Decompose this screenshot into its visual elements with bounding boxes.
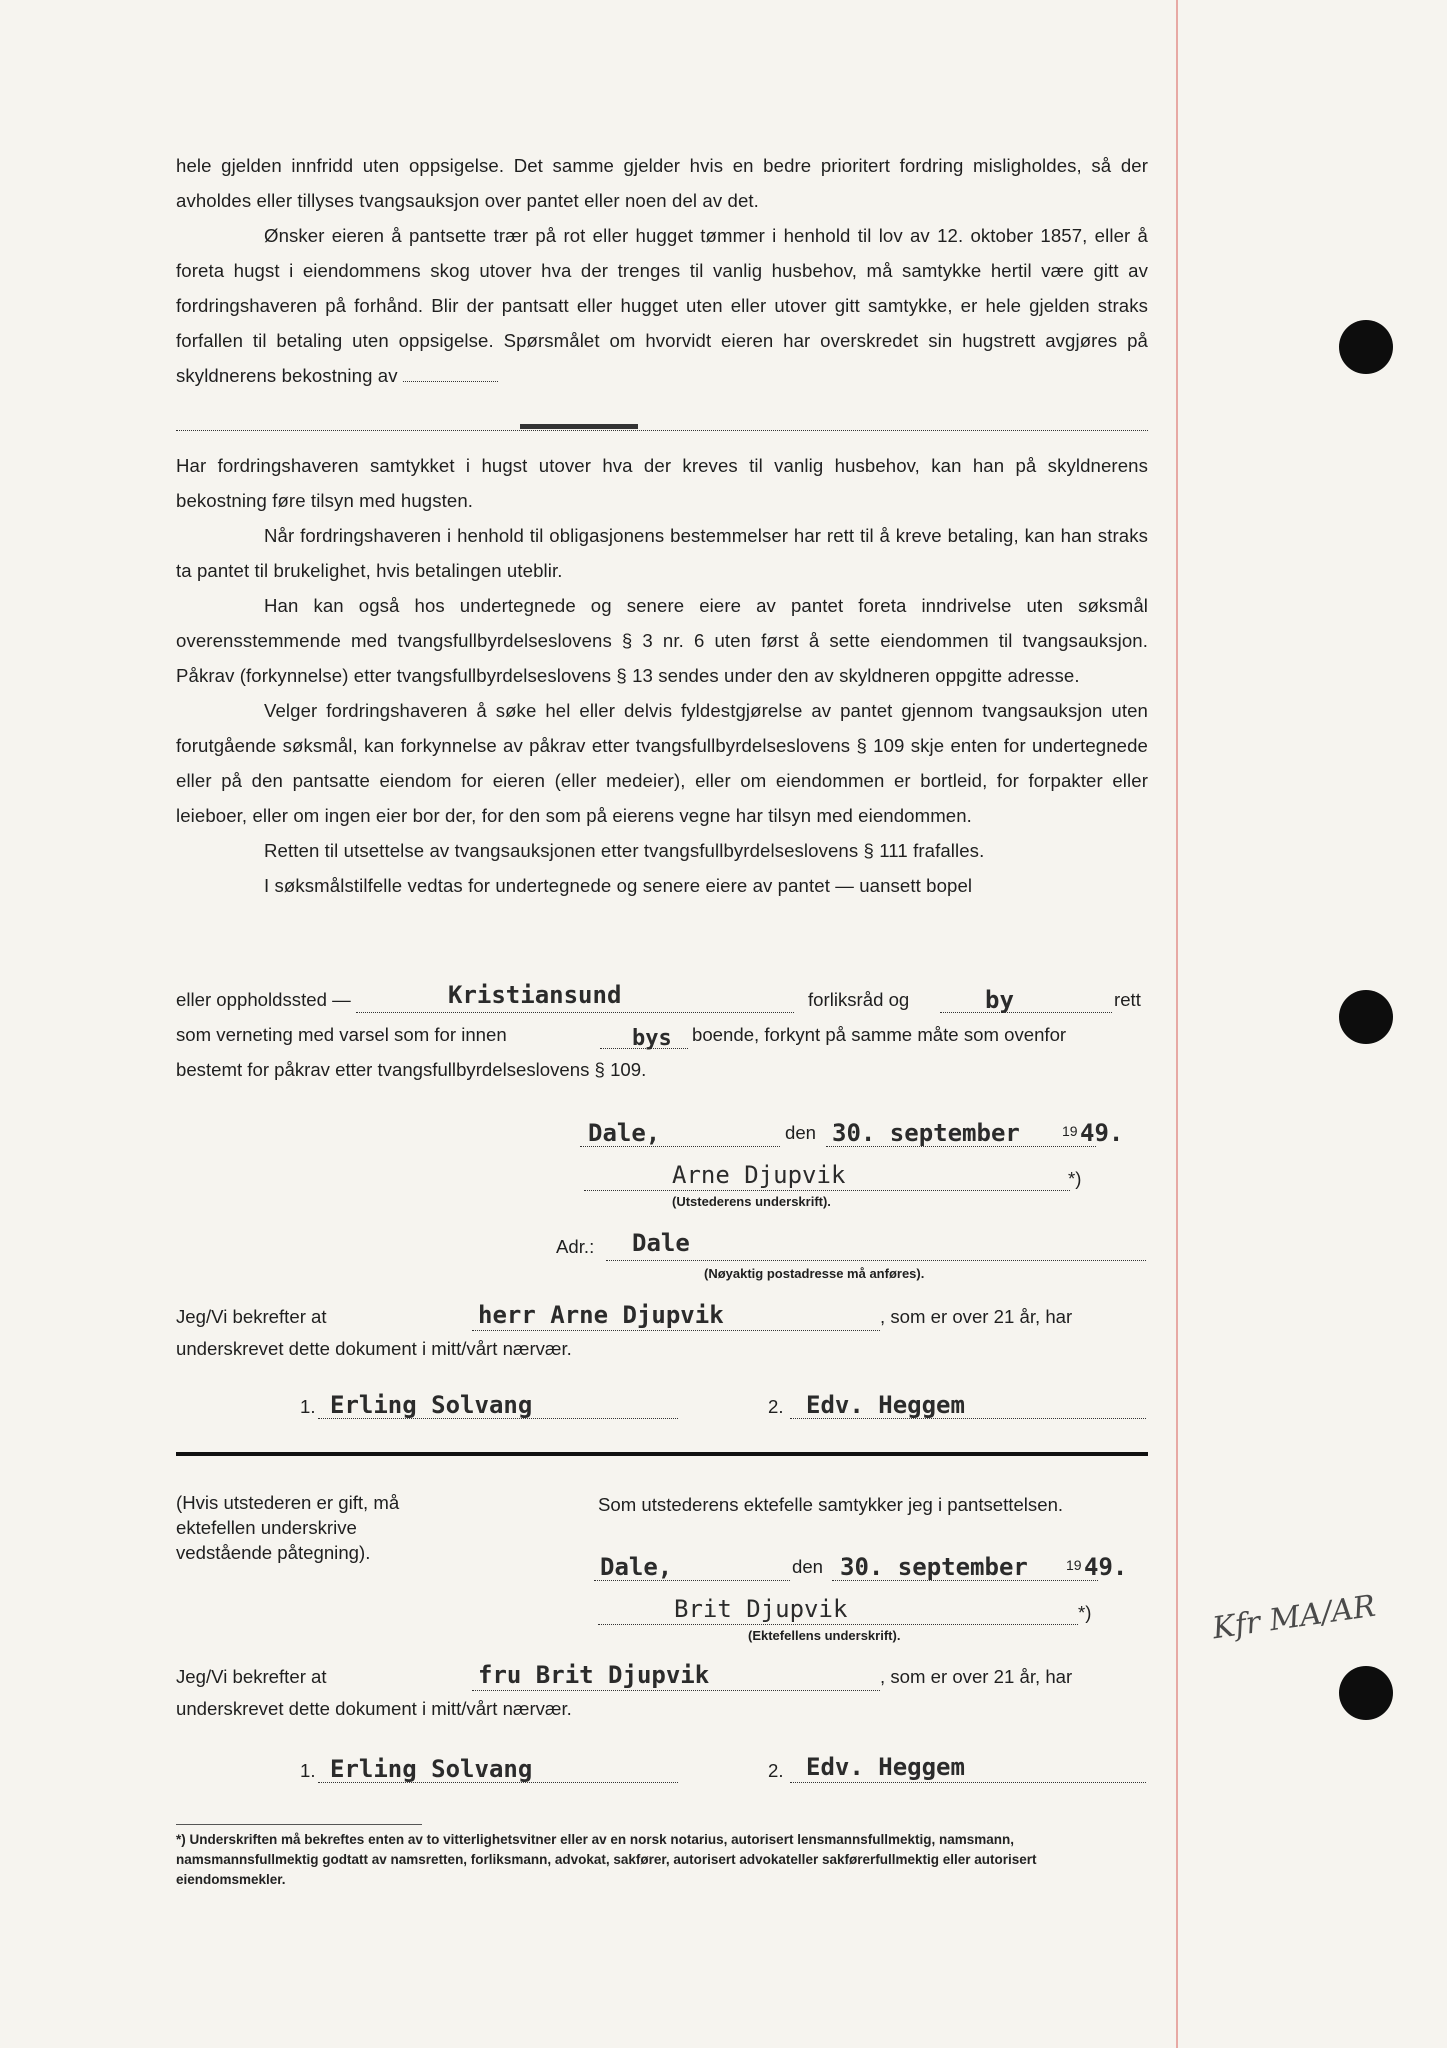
witness-subject-name: herr Arne Djupvik: [478, 1301, 724, 1329]
signature-footnote-mark: *): [1068, 1168, 1082, 1189]
witness-2-signature: Edv. Heggem: [806, 1391, 965, 1419]
red-margin-line: [1176, 0, 1178, 2048]
witness-intro: Jeg/Vi bekrefter at: [176, 1666, 327, 1687]
struck-fill: [520, 424, 638, 429]
issuer-signature-label: (Utstederens underskrift).: [672, 1194, 831, 1209]
address-label: Adr.:: [556, 1236, 595, 1257]
witness-after: , som er over 21 år, har: [880, 1666, 1073, 1687]
issuer-place: Dale,: [588, 1119, 661, 1147]
punch-hole-icon: [1339, 320, 1393, 374]
blank-line: [176, 430, 1148, 431]
address-line: [606, 1260, 1146, 1261]
blank-line: [940, 1012, 1112, 1013]
spouse-signature: Brit Djupvik: [674, 1595, 848, 1623]
witness-1-signature: Erling Solvang: [330, 1391, 533, 1419]
venue-court: by: [985, 986, 1014, 1014]
spouse-year-prefix: 19: [1066, 1557, 1082, 1573]
signature-line: [598, 1624, 1078, 1625]
mortgage-terms-top: [176, 148, 1148, 393]
venue-line2-prefix: som verneting med varsel som for innen: [176, 1024, 507, 1045]
paragraph: Velger fordringshaveren å søke hel eller delvis fyldestgjørelse av pantet gjennom tvangsauksjon uten forutgående søksmål, kan forkynnelse av påkrav etter tvangsfullbyrdelseslovens § 109 skje enten for undertegnede eller på den pantsatte eiendom for eieren (eller medeier), eller om eiendommen er bortleid, for forpakter eller leieboer, eller om ingen eier bor der, for den som på eierens vegne har tilsyn med eiendommen.: [176, 700, 1148, 826]
paragraph: Ønsker eieren å pantsette trær på rot eller hugget tømmer i henhold til lov av 12. oktober 1857, eller å foreta hugst i eiendommens skog utover hva der trenges til vanlig husbehov, må samtykke hertil være gitt av fordringshaveren på forhånd. Blir der pantsatt eller hugget uten eller utover gitt samtykke, er hele gjelden straks forfallen til betaling uten oppsigelse. Spørsmålet om hvorvidt eieren har overskredet sin hugstrett avgjøres på skyldnerens bekostning av: [176, 225, 1148, 386]
venue-line3: bestemt for påkrav etter tvangsfullbyrdelseslovens § 109.: [176, 1059, 647, 1080]
witness-number: 2.: [768, 1396, 784, 1417]
spouse-place: Dale,: [600, 1553, 673, 1581]
venue-suffix: rett: [1114, 989, 1141, 1010]
punch-hole-icon: [1339, 990, 1393, 1044]
paragraph: Når fordringshaveren i henhold til obligasjonens bestemmelser har rett til å kreve betaling, kan han straks ta pantet til brukelighet, hvis betalingen uteblir.: [176, 525, 1148, 581]
blank-line: [472, 1330, 880, 1331]
blank-line: [356, 1012, 794, 1013]
paragraph: Retten til utsettelse av tvangsauksjonen etter tvangsfullbyrdelseslovens § 111 frafalles.: [264, 840, 985, 861]
issuer-date: 30. september: [832, 1119, 1020, 1147]
witness-number: 2.: [768, 1760, 784, 1781]
address-value: Dale: [632, 1229, 690, 1257]
signature-footnote-mark: *): [1078, 1602, 1092, 1623]
venue-line2-suffix: boende, forkynt på samme måte som ovenfor: [692, 1024, 1067, 1045]
punch-hole-icon: [1339, 1666, 1393, 1720]
blank-line: [403, 380, 498, 382]
paragraph: I søksmålstilfelle vedtas for undertegnede og senere eiere av pantet — uansett bopel: [264, 875, 973, 896]
blank-line: [594, 1580, 790, 1581]
section-divider: [176, 1452, 1148, 1456]
paragraph: Han kan også hos undertegnede og senere eiere av pantet foreta inndrivelse uten søksmål overensstemmende med tvangsfullbyrdelseslovens § 3 nr. 6 uten først å sette eiendommen til tvangsauksjon. Påkrav (forkynnelse) etter tvangsfullbyrdelseslovens § 13 sendes under den av skyldneren oppgitte adresse.: [176, 595, 1148, 686]
venue-mid: forliksråd og: [808, 989, 910, 1010]
issuer-year-prefix: 19: [1062, 1123, 1078, 1139]
address-caption: (Nøyaktig postadresse må anføres).: [704, 1266, 925, 1281]
paragraph: hele gjelden innfridd uten oppsigelse. Det samme gjelder hvis en bedre prioritert fordring misligholdes, så der avholdes eller tillyses tvangsauksjon over pantet eller noen del av det.: [176, 155, 1148, 211]
issuer-den: den: [785, 1122, 817, 1143]
witness-line: [790, 1782, 1146, 1783]
venue-place: Kristiansund: [448, 981, 622, 1009]
witness-1-signature: Erling Solvang: [330, 1755, 533, 1783]
mortgage-terms-middle: [176, 448, 1148, 903]
issuer-signature: Arne Djupvik: [672, 1161, 846, 1189]
spouse-signature-label: (Ektefellens underskrift).: [748, 1628, 901, 1643]
witness-2-signature: Edv. Heggem: [806, 1753, 965, 1781]
footnote: *) Underskriften må bekreftes enten av to vitterlighetsvitner eller av en norsk notarius, autorisert lensmannsfullmektig, namsmann, namsmannsfullmektig godtatt av namsretten, forliksmann, advokat, sakfører, autorisert advokateller sakførerfullmektig eller autorisert eiendomsmekler.: [176, 1832, 1037, 1887]
witness-number: 1.: [300, 1396, 316, 1417]
spouse-date: 30. september: [840, 1553, 1028, 1581]
spouse-den: den: [792, 1556, 824, 1577]
witness-subject-name: fru Brit Djupvik: [478, 1661, 710, 1689]
witness-after: , som er over 21 år, har: [880, 1306, 1073, 1327]
venue-line2-fill: bys: [632, 1026, 672, 1051]
witness-number: 1.: [300, 1760, 316, 1781]
spouse-consent: Som utstederens ektefelle samtykker jeg i pantsettelsen.: [598, 1494, 1064, 1515]
venue-prefix: eller oppholdssted —: [176, 989, 351, 1010]
blank-line: [472, 1690, 880, 1691]
paragraph: Har fordringshaveren samtykket i hugst utover hva der kreves til vanlig husbehov, kan han på skyldnerens bekostning føre tilsyn med hugsten.: [176, 455, 1148, 511]
signature-line: [584, 1190, 1070, 1191]
margin-note: Kfr MA/AR: [1210, 1588, 1378, 1647]
witness-intro: Jeg/Vi bekrefter at: [176, 1306, 327, 1327]
spouse-note: (Hvis utstederen er gift, må ektefellen underskrive vedstående påtegning).: [176, 1492, 400, 1563]
spouse-year: 49.: [1084, 1553, 1128, 1581]
issuer-year: 49.: [1080, 1119, 1124, 1147]
blank-line: [580, 1146, 780, 1147]
witness-line2: underskrevet dette dokument i mitt/vårt nærvær.: [176, 1338, 572, 1359]
witness-line2: underskrevet dette dokument i mitt/vårt nærvær.: [176, 1698, 572, 1719]
footnote-rule: [176, 1824, 422, 1825]
